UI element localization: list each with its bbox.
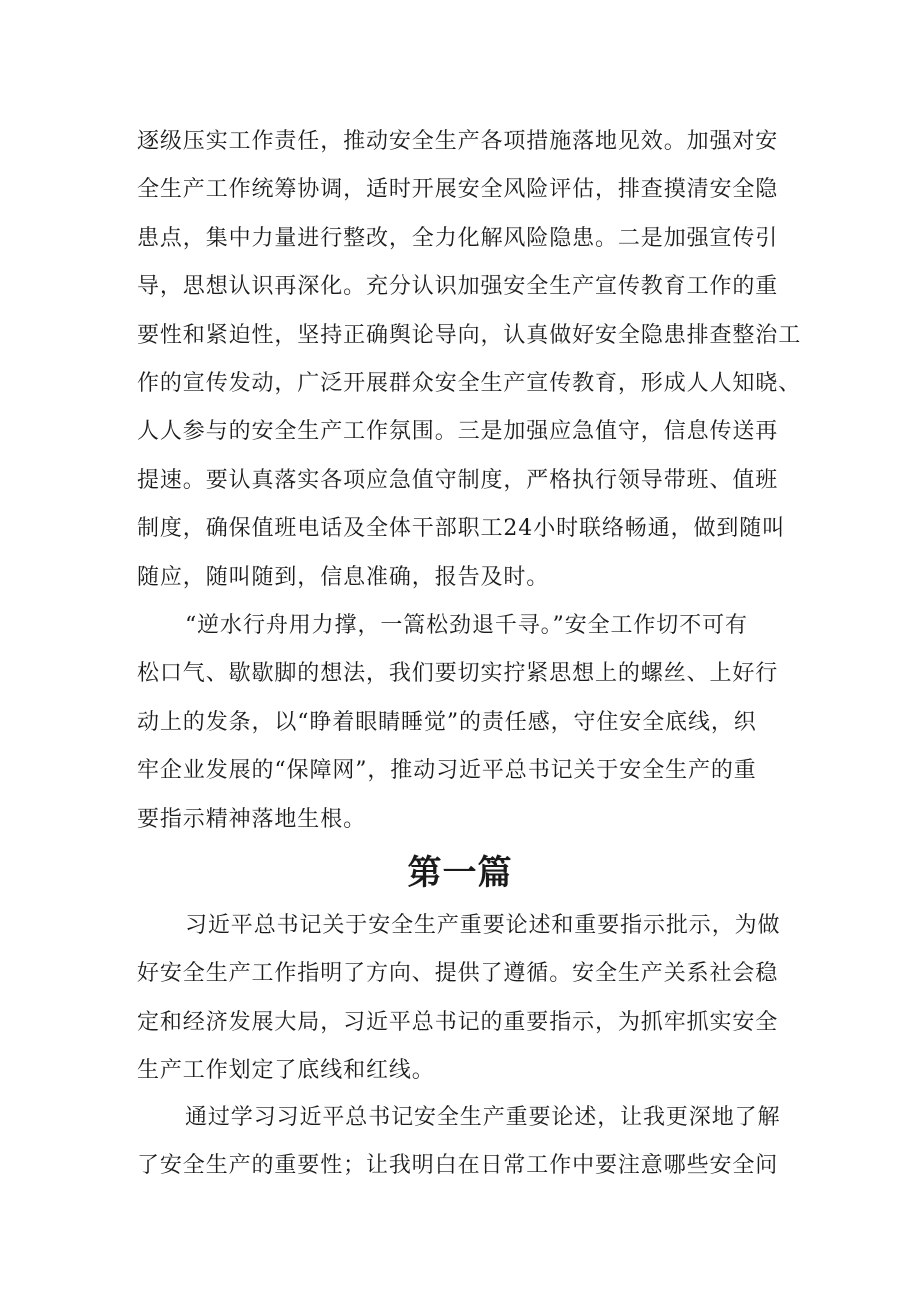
text-line: 松口气、歇歇脚的想法，我们要切实拧紧思想上的螺丝、上好行: [137, 661, 779, 687]
text-line: 习近平总书记关于安全生产重要论述和重要指示批示，为做: [185, 913, 781, 938]
text-line: 作的宣传发动，广泛开展群众安全生产宣传教育，形成人人知晓、: [137, 370, 802, 396]
paragraph-conclusion: [137, 602, 787, 844]
text-line: “逆水行舟用力撑，一篙松劲退千寻。”安全工作切不可有: [185, 613, 748, 638]
text-line: 提速。要认真落实各项应急值守制度，严格执行领导带班、值班: [137, 467, 779, 493]
text-line: 生产工作划定了底线和红线。: [137, 1058, 435, 1084]
paragraph-study: [137, 1094, 787, 1191]
text-line: 动上的发条，以“睁着眼睛睡觉”的责任感，守住安全底线，织: [137, 709, 757, 735]
paragraph-safety-measures: [137, 118, 802, 602]
text-line: 通过学习习近平总书记安全生产重要论述，让我更深地了解: [185, 1105, 781, 1130]
text-line: 好安全生产工作指明了方向、提供了遵循。安全生产关系社会稳: [137, 961, 779, 987]
section-heading: 第一篇: [407, 853, 513, 893]
text-line: 了安全生产的重要性；让我明白在日常工作中要注意哪些安全问: [137, 1153, 779, 1179]
text-line: 全生产工作统筹协调，适时开展安全风险评估，排查摸清安全隐: [137, 177, 779, 203]
text-line: 定和经济发展大局，习近平总书记的重要指示，为抓牢抓实安全: [137, 1009, 779, 1035]
text-line: 随应，随叫随到，信息准确，报告及时。: [137, 564, 550, 590]
text-line: 制度，确保值班电话及全体干部职工24小时联络畅通，做到随叫: [137, 516, 786, 542]
text-line: 要性和紧迫性，坚持正确舆论导向，认真做好安全隐患排查整治工: [137, 322, 802, 348]
text-line: 逐级压实工作责任，推动安全生产各项措施落地见效。加强对安: [137, 129, 779, 154]
paragraph-intro: [137, 902, 787, 1096]
text-line: 导，思想认识再深化。充分认识加强安全生产宣传教育工作的重: [137, 274, 779, 300]
text-line: 人人参与的安全生产工作氛围。三是加强应急值守，信息传送再: [137, 419, 779, 445]
text-line: 牢企业发展的“保障网”，推动习近平总书记关于安全生产的重: [137, 758, 757, 784]
text-line: 要指示精神落地生根。: [137, 806, 367, 832]
text-line: 患点，集中力量进行整改，全力化解风险隐患。二是加强宣传引: [137, 225, 779, 251]
